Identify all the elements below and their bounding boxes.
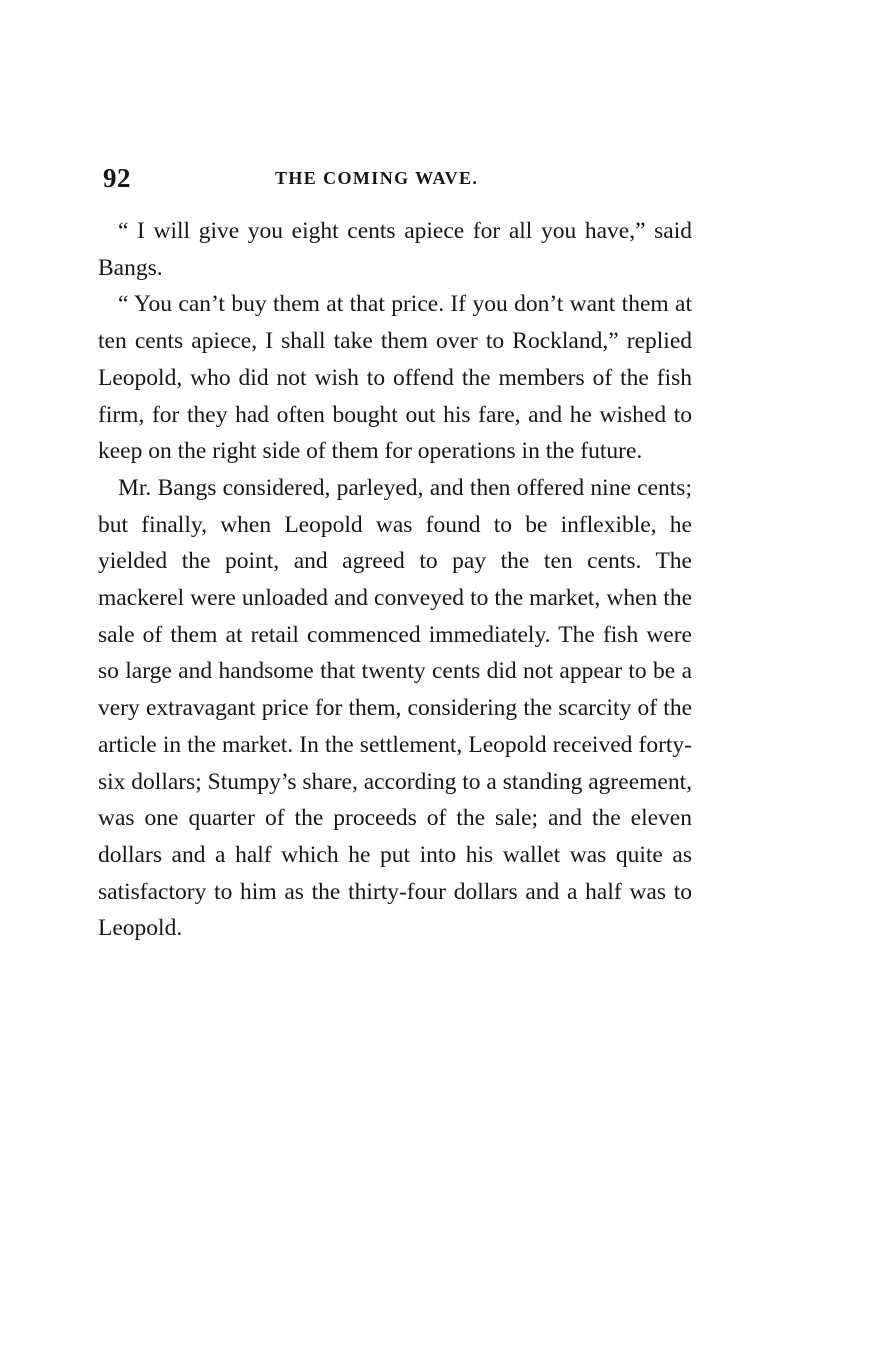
paragraph-settlement: Mr. Bangs considered, parleyed, and then offered nine cents; but finally, when Leopold was found to be inflexible, he yielded the point, and agreed to pay the ten cents. The mackerel were unloaded and conveyed to the market, when the sale of them at retail commenced immediately. The fish were so large and handsome that twenty cents did not appear to be a very extravagant price for them, considering the scarcity of the article in the market. In the settlement, Leopold received forty-six dollars; Stumpy’s share, according to a standing agreement, was one quarter of the proceeds of the sale; and the eleven dollars and a half which he put into his wallet was quite as satisfactory to him as the thirty-four dollars and a half was to Leopold.	[98, 474, 692, 942]
body-text	[98, 213, 692, 947]
running-title: THE COMING WAVE.	[275, 168, 479, 188]
paragraph-refusal: “ You can’t buy them at that price. If you don’t want them at ten cents apiece, I shall take them over to Rockland,” replied Leopold, who did not wish to offend the members of the fish firm, for they had often bought out his fare, and he wished to keep on the right side of them for operations in the future.	[98, 291, 692, 465]
page-number: 92	[103, 163, 131, 193]
running-header	[103, 162, 693, 194]
paragraph-offer: “ I will give you eight cents apiece for all you have,” said Bangs.	[98, 218, 692, 281]
